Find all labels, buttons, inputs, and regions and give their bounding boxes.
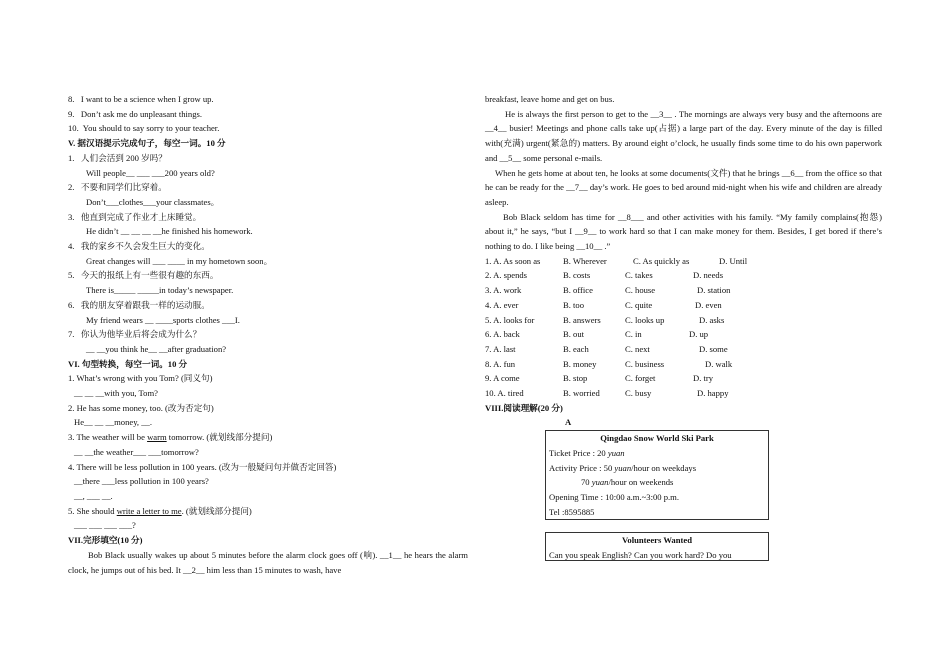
- section-5-item-2: 2. 不要和同学们比穿着。 Don’t___clothes___your classmates。: [68, 182, 220, 207]
- section-7-title: VII.完形填空(10 分): [68, 535, 143, 546]
- section-8-title: VIII.阅读理解(20 分): [485, 402, 563, 413]
- ticket-price: Ticket Price : 20 yuan: [549, 447, 625, 458]
- option-row-1: 1. A. As soon as B. Wherever C. As quickly as D. Until: [485, 255, 748, 266]
- right-column: [485, 92, 882, 561]
- cloze-paragraph-3: When he gets home at about ten, he looks at some documents(文件) that he brings __6__ from the office so that he can be ready for the __7__ day’s work. He goes to bed around mid-night when his wife and children are already asleep.: [485, 167, 882, 207]
- telephone: Tel :8595885: [549, 506, 595, 517]
- opening-time: Opening Time : 10:00 a.m.~3:00 p.m.: [549, 491, 679, 502]
- cloze-paragraph-1: Bob Black usually wakes up about 5 minutes before the alarm clock goes off (响). __1__ he hears the alarm clock, he jumps out of his bed. It __2__ him less than 15 minutes to wash, have: [68, 549, 468, 575]
- ski-park-title: Qingdao Snow World Ski Park: [600, 433, 714, 444]
- option-row-9: 9. A come B. stop C. forget D. try: [485, 373, 714, 384]
- section-5-title: V. 据汉语提示完成句子，每空一词。10 分: [68, 138, 226, 149]
- option-row-4: 4. A. ever B. too C. quite D. even: [485, 299, 722, 310]
- option-row-10: 10. A. tired B. worried C. busy D. happy: [485, 388, 729, 399]
- option-row-8: 8. A. fun B. money C. business D. walk: [485, 358, 733, 369]
- section-6-item-5: 5. She should write a letter to me. (就划线部分提问) ___ ___ ___ ___?: [68, 505, 252, 531]
- cloze-paragraph-1-cont: breakfast, leave home and get on bus.: [485, 94, 615, 104]
- weekend-price: 70 yuan/hour on weekends: [581, 477, 674, 488]
- option-row-7: 7. A. last B. each C. next D. some: [485, 343, 728, 354]
- passage-a-label: A: [565, 417, 572, 428]
- volunteers-text: Can you speak English? Can you work hard? Do you: [549, 550, 732, 561]
- option-row-2: 2. A. spends B. costs C. takes D. needs: [485, 270, 724, 281]
- cloze-paragraph-2: He is always the first person to get to the __3__ . The mornings are always very busy and the afternoons are __4__ busier! Meetings and phone calls take up(占据) a large part of the day. Every minute of the day is filled with(充满) urgent(紧急的) matters. By around eight o’clock, he usually finds some time to do his own paperwork and __5__ some personal e-mails.: [485, 108, 882, 163]
- section-6-title: VI. 句型转换，每空一词。10 分: [68, 358, 188, 369]
- cloze-paragraph-4: Bob Black seldom has time for __8___ and other activities with his family. “My family complains(抱怨) about it,” he says, “but I __9__ to work hard so that I can make money for them. Besides, I get bored if there’s nothing to do. I like being __10__ .”: [485, 211, 882, 252]
- option-row-3: 3. A. work B. office C. house D. station: [485, 285, 731, 296]
- item-8: 8. I want to be a science when I grow up.: [68, 94, 214, 104]
- option-row-6: 6. A. back B. out C. in D. up: [485, 329, 709, 340]
- left-column: [68, 92, 468, 577]
- volunteers-notice: [545, 532, 769, 561]
- section-5-item-5: 5. 今天的报纸上有一些很有趣的东西。 There is_____ _____in today’s newspaper.: [68, 270, 234, 296]
- section-5-item-4: 4. 我的家乡不久会发生巨大的变化。 Great changes will ___ ____ in my hometown soon。: [68, 241, 273, 266]
- option-row-5: 5. A. looks for B. answers C. looks up D. asks: [485, 314, 725, 325]
- section-6-item-1: 1. What’s wrong with you Tom? (同义句) __ __ __with you, Tom?: [68, 373, 213, 399]
- ski-park-notice: [545, 430, 769, 520]
- section-6-item-3: 3. The weather will be warm tomorrow. (就划线部分提问) __ __the weather___ ___tomorrow?: [68, 432, 273, 457]
- volunteers-title: Volunteers Wanted: [622, 535, 692, 546]
- section-5-item-7: 7. 你认为他毕业后将会成为什么？ __ __you think he__ __after graduation?: [68, 329, 227, 354]
- section-5-item-6: 6. 我的朋友穿着跟我一样的运动服。 My friend wears __ ____sports clothes ___I.: [68, 299, 240, 325]
- item-9: 9. Don’t ask me do unpleasant things.: [68, 108, 202, 119]
- item-10: 10. You should to say sorry to your teacher.: [68, 123, 220, 134]
- section-5-item-1: 1. 人们会活到 200 岁吗？ Will people__ ___ ___200 years old?: [68, 152, 215, 178]
- activity-price: Activity Price : 50 yuan/hour on weekdays: [549, 462, 697, 473]
- section-5-item-3: 3. 他直到完成了作业才上床睡觉。 He didn’t __ __ __ __he finished his homework.: [68, 211, 253, 237]
- cloze-options: [485, 254, 882, 401]
- section-6-item-4: 4. There will be less pollution in 100 years. (改为一般疑问句并做否定回答) __there ___less pollution in 100 years? __, ___ __.: [68, 461, 337, 501]
- section-6-item-2: 2. He has some money, too. (改为否定句) He__ __ __money, __.: [68, 402, 214, 428]
